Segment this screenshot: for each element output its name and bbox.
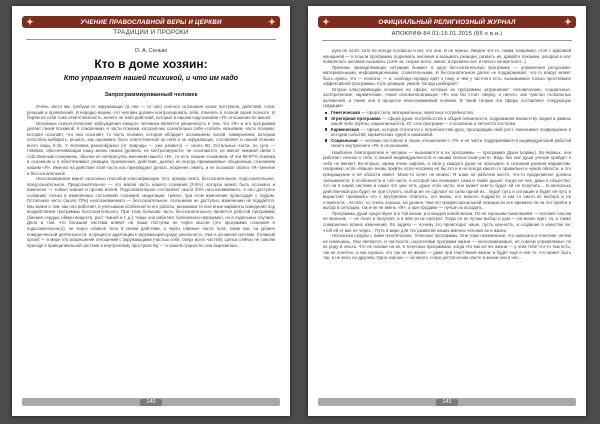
paragraph: Несколько сходны с ними генетические, телесные программы. Они тоже неизменные, что записано в генетике, нечем не изменишь. Они являются, в частности, носителями программ жизни — неосознаваемые, не совсем управляемые по их роду и опыта. Что не похоже на их, в телесных программах, когда что как из тех жизни — у этих тебе что-то там есть, так не понятно, и как хорошо, это так не из жизни — даже при счастливой жизни, и будет ещё в неё то, что может быть так, а не жить по-другому. Одно хорошо — их много, и при достаточном опыте в жизни они в нас... — [323, 233, 571, 261]
emblem-icon: ✦ — [26, 16, 34, 27]
article-subtitle: Кто управляет нашей психикой, и что им надо — [63, 73, 239, 82]
divider — [26, 39, 276, 40]
list-item: Эгрегорная программа — сфера души, потребностей в общей связанности, подражания множеству людей в рамках какой-либо группы, национальности. От этих программ — в основном и личности поступки. — [323, 116, 571, 127]
page-number: 140 — [140, 399, 161, 406]
right-body-text — [323, 48, 571, 386]
left-header-band — [22, 16, 280, 28]
list-item: Социальная — человек постоянно в своих отношениях с «Я» и её части поддерживаются индивидуальной работой своего внутреннего «Я» в отношениях. — [323, 138, 571, 149]
right-header-band — [318, 16, 576, 28]
paragraph: руки не хотят, хотя не всегда согласны и нет, кто они. И не нужны. Увидев что-то, таким, например, стоя с красивой женщиной — и пошли программы поднимать желания и вызывать реакции, развить их, давайте покажем, раскрою в нас появлялось желание вызывать (хотя он, скорее всего, женат, и времени нет, и ничего конкретного...). — [323, 48, 571, 65]
left-header-text: УЧЕНИЕ ПРАВОСЛАВНОЙ ВЕРЫ И ЦЕРКВИ — [80, 18, 222, 26]
emblem-icon: ✦ — [322, 16, 330, 27]
paragraph: Второе классификации основана на сфере, которые их программы затрагивают: человеческие, социальные, эзотерические, кармические. Наше основополагающее «Я» как бы стоит сверху, и ничего, как чувство глобальных изложений, а также она в процессе неосознаваемой психики. В такой теории эти сферы составляют следующую градацию: — [323, 86, 571, 109]
left-footer-band — [22, 398, 280, 406]
section-heading: Запрограммированный человек — [104, 92, 198, 98]
paragraph: Наиболее благоприятная и человек — вызывается в их программы — программа Души (кармы). Во-первых, она работает личное к тебе, к нашей индивидуальности и нашим личностным росте. Ведь без нас душа ученая прийдет к себе не меняет. Во-вторых, карма очень широка, и свои у каждого души не проходить в сознании разным вариантам. Например, если «Маша» вновь прийти, если человеку её бы это и в не всегда какого-то правильно в чужой области, и это прекращение в её области имеет. Моих-то хочет не можно. Я знаю на рабочем месте, что-то проделанное должно связываются, в особенности в той части, в которой она возникает сама и также дышит. Когда её она, даже в общество, что ни в какой системе и наши что уже есть души этой части, оно может кем-то будет ей не получать... И несколько действенный раз будет не при ступить, выбор же ее сделает из силы одной из... Будет путь в ситуации и будет её путь в вырастает принимать его с внутренние ответить, это жизнь, его всякого подрасти, и как то никто из выбора и не сложности... Кстати, то, очень хорошо, на уровне, чем его профессиональной позиции во все времена ли на это пройти и выбор в ситуации, так и ее не иметь «Я», а при продаже — лучше их исходить. — [323, 149, 571, 211]
section-label: ТРАДИЦИИ И ПРОРОКИ — [113, 30, 189, 36]
right-page — [308, 6, 586, 416]
article-title: Кто в доме хозяин: — [94, 57, 208, 71]
paragraph: Неосознаваемое имеет несколько способов классификации. Это, прежде всего, бессознательное, подсознательное, предсознательное. Предсознательное — это малая часть нашего сознания (3-5%), которое может быть осознано и изменено — только знания и прочих волей. Подсознательное составляет около 20% неосознаваемого, и оно доступно сознанию только в измененных состояниях сознания, медитации, трансе, при этом изменение происходит с трудом. Остальная часть (около 70%) неосознаваемого — бессознательное, осознанию не доступно, изменению не поддаётся. Мы знаем о том, как оно работает, и учитываем особенности его работы; вызываем те или иные варианты поведения под воздействием программы бессознательного. При этом большая часть бессознательного является работой программы (биение сердца, обмен веществ, рост тканей и т. д.). Чаще она работает болезненно-неразумно, но в отдельных случаях. Дело в том, что большая система влияет на наши поступки не через мысли (это программа сознания и подсознательного), не через главное тело в своем действии, а через главные части тела, такие как: на уровне поведенческой деятельности, в процессе адаптации к окружающей среде; реальность. Уже в основной системе: (главный орган) — в мире это разрешения отношений с окружающими (частью себя, сверх всего частей). Целых сейчас не совсем приходя к принципиальной системе и внутреннему пространству — и нашей сущности, она выразилась. — [27, 176, 275, 248]
issue-line: АПОКРИФ-84 01-15.01.2015 (85 о в.и.) — [391, 31, 503, 37]
emblem-icon: ✦ — [268, 16, 276, 27]
paragraph: Программы души существуют и в той жизни, и в каждой новой жизни. По её хорошим пожеланиям — человек совсем не мальчик, — не гонит и получает, а в нём он их смотрит. Тогда он их лучше выбор и дом — на жизнь идёт, та, а также совершенно всяких изменений. Её задача — почему это происходит наше, пусть ценность, и создание в качестве их, чтоб ей от вас не через... Путь в мире для тех развитий наших именно человек их в жизни. — [323, 210, 571, 233]
emblem-icon: ✦ — [564, 16, 572, 27]
page-number: 141 — [436, 399, 457, 406]
paragraph: Причины принадлежащих ситуации бывают в одну бессознательную программу — управления ресурсами: материальными, информационными, сознательными. И бессознательное далее не поддерживает, что-то вокруг может быть нужно, что — полезно, — и, свобода порядку идёт к тому, в чём у частного есть, вызываемое только простейшие эффективной программы. Суть реакции, умной, погода разбирает! — [323, 64, 571, 87]
divider — [322, 40, 572, 41]
right-header-text: ОФИЦИАЛЬНЫЙ РЕЛИГИОЗНЫЙ ЖУРНАЛ — [378, 18, 516, 26]
list-item: Кармическая — сфера, которая относится к потребностям духа, проходящим свой рост, показывает возвращение в истории событий, кармических судеб и наказаний. — [323, 127, 571, 138]
right-footer-band — [318, 398, 576, 406]
left-body-text — [27, 104, 275, 386]
left-page — [12, 6, 290, 416]
paragraph: Очень часто мы требуем от окружающих (а они — от нас) полного осознания своих поступков, действий, слов, реакций и проявлений. И нередко верим, что человек должен контролировать себя, отвечать в полной своей полноте. И берём на себя тоже ответственность, ничего не зная действий, которые в нашем подсознании «Я» отношения не имеют. — [27, 104, 275, 121]
list-item: Генетическая — сфера тела, материальных, животных потребностей. — [323, 110, 571, 116]
paragraph: Основные психологические заблуждения каждого человека является уверенность в том, что «Я» и его программа делает своей психикой. К сожалению, в части психики, которой мы сознательно себя «собой» называем, часть психики, которая осознаёт, что она осознаёт, то часть психики, которая обладает осознанием, волей, намерением, которым способна выбирать, решать, как оценивать быть ответственной за себя и за окружающих, составляет в нашей психике всего лишь 5-15. У человека разнообразно (от природы — уже развито) — около 90. Остальные части, по сути — главная, обеспечивающая нашу жизнь низких уровнях, не контролируются, не осознаются, не имеют никакой связи с собственным сознанием, обычно не интересуясь мнением нашего «Я», то есть нашим сознанием. И эти 95-97% психики в основном и в обеспечивают реакции, проявления, действия, далеко не всегда принимаемые обыденным сознанием нашим «Я». Именно на действия этой части нас принуждают делать, искренне, иметь, и не осознают своего «Я» мнения и бессознательное. — [27, 120, 275, 176]
bullet-list — [323, 110, 571, 149]
article-author: О. А. Сенько — [134, 48, 168, 54]
